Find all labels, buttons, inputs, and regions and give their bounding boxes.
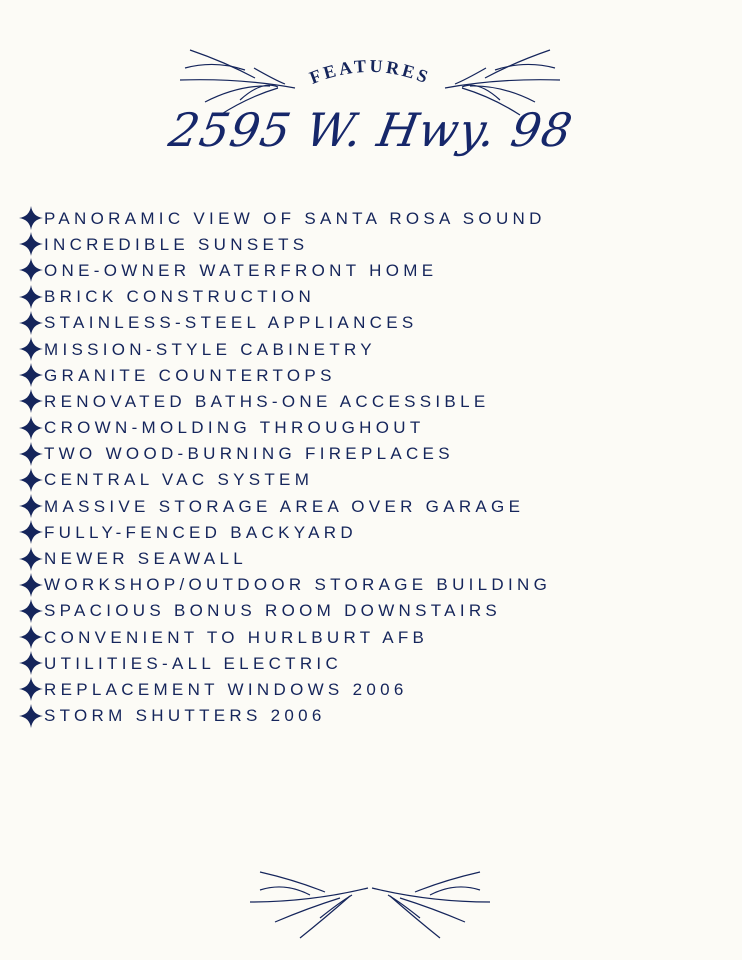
four-point-star-icon <box>18 546 44 572</box>
four-point-star-icon <box>18 205 44 231</box>
four-point-star-icon <box>18 231 44 257</box>
feature-label: MISSION-STYLE CABINETRY <box>44 339 376 359</box>
feature-item <box>18 336 723 362</box>
feature-item <box>18 545 723 571</box>
four-point-star-icon <box>18 257 44 283</box>
four-point-star-icon <box>18 284 44 310</box>
feature-label: UTILITIES-ALL ELECTRIC <box>44 653 343 673</box>
four-point-star-icon <box>18 441 44 467</box>
features-list <box>18 205 723 729</box>
feature-label: FULLY-FENCED BACKYARD <box>44 522 357 542</box>
feature-item <box>18 467 723 493</box>
feature-label: CENTRAL VAC SYSTEM <box>44 470 314 490</box>
four-point-star-icon <box>18 310 44 336</box>
feature-item <box>18 650 723 676</box>
feature-label: MASSIVE STORAGE AREA OVER GARAGE <box>44 496 525 516</box>
feature-item <box>18 257 723 283</box>
feature-label: INCREDIBLE SUNSETS <box>44 234 309 254</box>
feature-item <box>18 441 723 467</box>
feature-item <box>18 519 723 545</box>
feature-item <box>18 703 723 729</box>
feature-label: RENOVATED BATHS-ONE ACCESSIBLE <box>44 391 490 411</box>
four-point-star-icon <box>18 624 44 650</box>
feature-item <box>18 231 723 257</box>
heading-text: FEATURES <box>306 55 434 88</box>
feature-label: NEWER SEAWALL <box>44 549 247 569</box>
four-point-star-icon <box>18 519 44 545</box>
four-point-star-icon <box>18 493 44 519</box>
four-point-star-icon <box>18 703 44 729</box>
feature-label: CROWN-MOLDING THROUGHOUT <box>44 418 425 438</box>
feature-item <box>18 205 723 231</box>
feature-item <box>18 284 723 310</box>
feature-item <box>18 624 723 650</box>
feature-item <box>18 676 723 702</box>
four-point-star-icon <box>18 676 44 702</box>
four-point-star-icon <box>18 388 44 414</box>
four-point-star-icon <box>18 415 44 441</box>
feature-item <box>18 388 723 414</box>
feature-label: STAINLESS-STEEL APPLIANCES <box>44 313 418 333</box>
feature-label: PANORAMIC VIEW OF SANTA ROSA SOUND <box>44 208 546 228</box>
feature-label: TWO WOOD-BURNING FIREPLACES <box>44 444 454 464</box>
bottom-laurel-ornament <box>240 860 500 945</box>
feature-label: CONVENIENT TO HURLBURT AFB <box>44 627 429 647</box>
four-point-star-icon <box>18 336 44 362</box>
four-point-star-icon <box>18 362 44 388</box>
feature-label: SPACIOUS BONUS ROOM DOWNSTAIRS <box>44 601 502 621</box>
feature-item <box>18 310 723 336</box>
feature-label: REPLACEMENT WINDOWS 2006 <box>44 679 408 699</box>
svg-text:FEATURES <box>307 56 434 88</box>
property-address-title: 2595 W. Hwy. 98 <box>165 103 577 157</box>
feature-label: GRANITE COUNTERTOPS <box>44 365 336 385</box>
feature-label: BRICK CONSTRUCTION <box>44 287 316 307</box>
four-point-star-icon <box>18 572 44 598</box>
feature-item <box>18 362 723 388</box>
feature-item <box>18 493 723 519</box>
four-point-star-icon <box>18 467 44 493</box>
feature-label: ONE-OWNER WATERFRONT HOME <box>44 260 438 280</box>
feature-item <box>18 415 723 441</box>
four-point-star-icon <box>18 598 44 624</box>
laurel-branch-icon <box>240 860 500 945</box>
feature-item <box>18 598 723 624</box>
feature-label: WORKSHOP/OUTDOOR STORAGE BUILDING <box>44 575 552 595</box>
feature-item <box>18 572 723 598</box>
four-point-star-icon <box>18 650 44 676</box>
feature-label: STORM SHUTTERS 2006 <box>44 706 326 726</box>
